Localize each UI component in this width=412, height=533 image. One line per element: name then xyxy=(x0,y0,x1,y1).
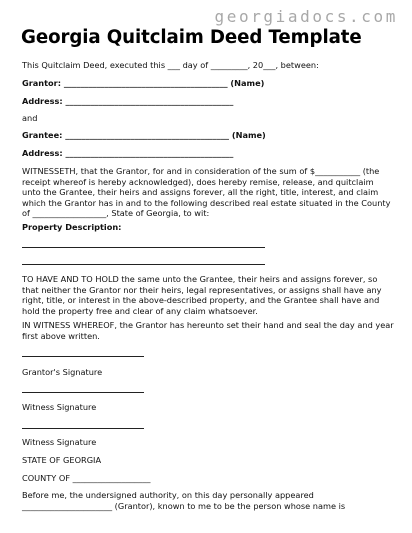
witness-signature-line-2 xyxy=(22,428,144,429)
grantor-signature-line xyxy=(22,356,144,357)
property-description-heading: Property Description: xyxy=(22,222,122,232)
grantee-line-text: Grantee: ________________________________________ (Name) xyxy=(22,130,266,140)
county-label: COUNTY OF ___________________ xyxy=(22,473,151,483)
witnesseth-paragraph: WITNESSETH, that the Grantor, for and in consideration of the sum of $___________ (the receipt whereof is hereby acknowledged), does hereby remise, release, and quitclaim unto the Grantee, their heirs and assigns forever, all the right, title, interest, and claim which the Grantor has in and to the following described real estate situated in the County of __________________, State of Georgia, to wit: xyxy=(22,166,391,219)
property-line-1 xyxy=(22,247,265,248)
property-line-2 xyxy=(22,264,265,265)
grantor-address-text: Address: _________________________________________ xyxy=(22,96,234,106)
witness-signature-label-2: Witness Signature xyxy=(22,437,97,447)
before-me-paragraph: Before me, the undersigned authority, on this day personally appeared ______________________ (Grantor), known to me to be the person whose name is xyxy=(22,490,346,511)
and-text: and xyxy=(22,113,38,123)
witness-signature-line-1 xyxy=(22,392,144,393)
in-witness-paragraph: IN WITNESS WHEREOF, the Grantor has hereunto set their hand and seal the day and year first above written. xyxy=(22,320,394,341)
grantor-signature-label: Grantor's Signature xyxy=(22,367,103,377)
state-label: STATE OF GEORGIA xyxy=(22,455,102,465)
grantee-line xyxy=(22,130,266,140)
grantor-address-line xyxy=(22,96,233,106)
site-watermark: georgiadocs.com xyxy=(214,7,398,26)
to-have-paragraph: TO HAVE AND TO HOLD the same unto the Grantee, their heirs and assigns forever, so that neither the Grantor nor their heirs, legal representatives, or assigns shall have any right, title, or interest in the above-described property, and the Grantee shall have and hold the property free and clear of any claim whatsoever. xyxy=(22,274,382,316)
grantor-line-text: Grantor: ________________________________________ (Name) xyxy=(22,78,265,88)
grantor-line xyxy=(22,78,264,88)
page-title: Georgia Quitclaim Deed Template xyxy=(21,27,362,48)
intro-line: This Quitclaim Deed, executed this ___ day of _________, 20___, between: xyxy=(22,60,319,70)
witness-signature-label-1: Witness Signature xyxy=(22,402,97,412)
grantee-address-text: Address: _________________________________________ xyxy=(22,148,234,158)
grantee-address-line xyxy=(22,148,233,158)
